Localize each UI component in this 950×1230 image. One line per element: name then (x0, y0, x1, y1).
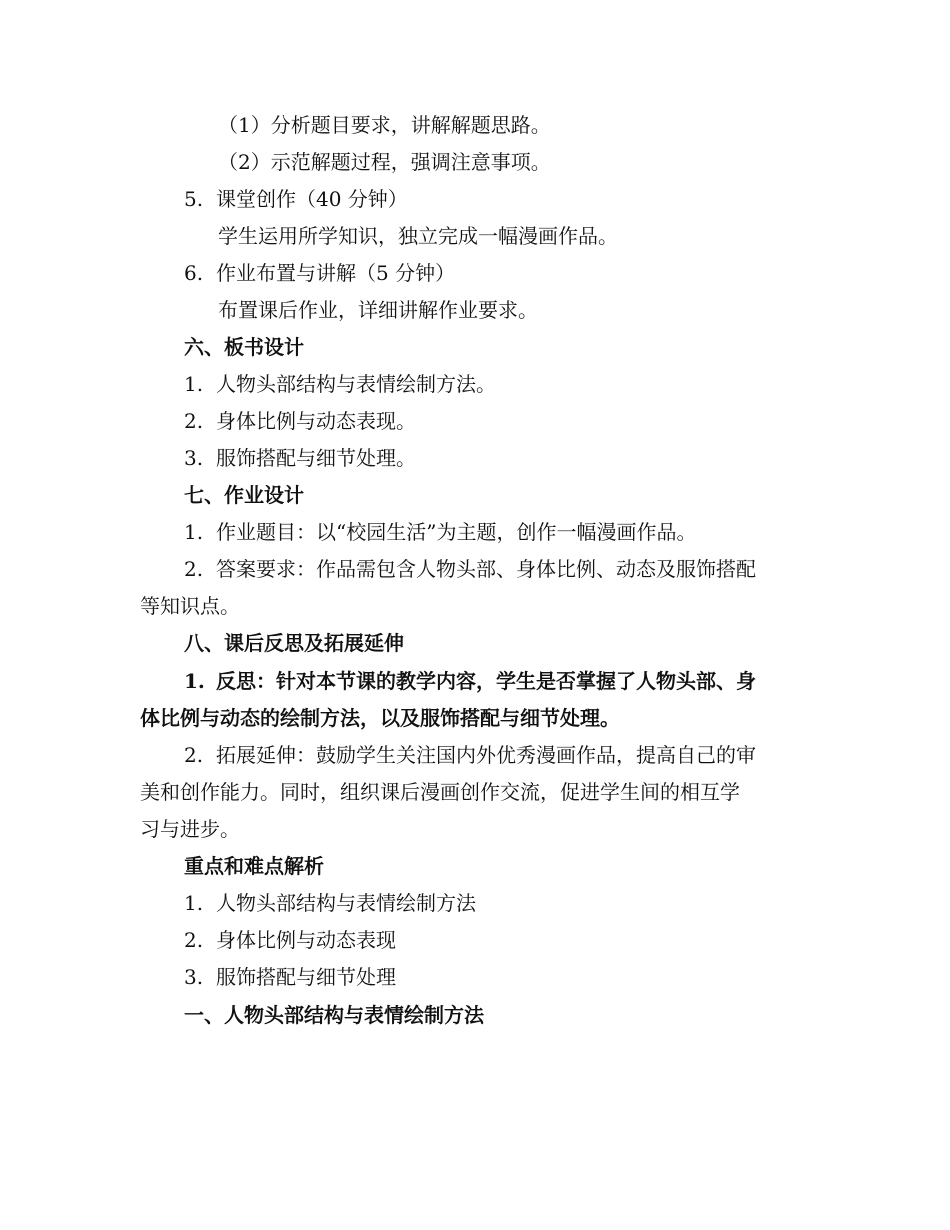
board-item-1: 1. 人物头部结构与表情绘制方法。 (184, 372, 496, 396)
subsection-1-heading: 一、人物头部结构与表情绘制方法 (184, 1003, 484, 1027)
key-point-1: 1. 人物头部结构与表情绘制方法 (184, 891, 476, 915)
homework-item-2-cont: 等知识点。 (140, 594, 240, 618)
section-7-heading: 七、作业设计 (184, 483, 304, 507)
board-item-3: 3. 服饰搭配与细节处理。 (184, 446, 416, 470)
homework-item-1: 1. 作业题目：以“校园生活”为主题，创作一幅漫画作品。 (184, 520, 697, 544)
key-point-2: 2. 身体比例与动态表现 (184, 928, 396, 952)
step-5-body: 学生运用所学知识，独立完成一幅漫画作品。 (218, 224, 618, 248)
key-points-heading: 重点和难点解析 (184, 854, 324, 878)
homework-item-2: 2. 答案要求：作品需包含人物头部、身体比例、动态及服饰搭配 (184, 557, 756, 581)
section-8-heading: 八、课后反思及拓展延伸 (184, 631, 404, 655)
reflection-item-2-cont-2: 习与进步。 (140, 817, 240, 841)
step-6-body: 布置课后作业，详细讲解作业要求。 (218, 298, 538, 322)
step-6-heading: 6. 作业布置与讲解（5 分钟） (184, 261, 456, 285)
reflection-item-2-cont-1: 美和创作能力。同时，组织课后漫画创作交流，促进学生间的相互学 (140, 780, 740, 804)
reflection-item-1: 1. 反思：针对本节课的教学内容，学生是否掌握了人物头部、身 (184, 669, 756, 693)
step-4-sub-1: （1）分析题目要求，讲解解题思路。 (218, 113, 551, 137)
key-point-3: 3. 服饰搭配与细节处理 (184, 965, 396, 989)
reflection-item-2: 2. 拓展延伸：鼓励学生关注国内外优秀漫画作品，提高自己的审 (184, 743, 756, 767)
step-4-sub-2: （2）示范解题过程，强调注意事项。 (218, 150, 551, 174)
section-6-heading: 六、板书设计 (184, 335, 304, 359)
step-5-heading: 5. 课堂创作（40 分钟） (184, 187, 408, 211)
board-item-2: 2. 身体比例与动态表现。 (184, 409, 416, 433)
reflection-item-1-cont: 体比例与动态的绘制方法，以及服饰搭配与细节处理。 (140, 706, 620, 730)
